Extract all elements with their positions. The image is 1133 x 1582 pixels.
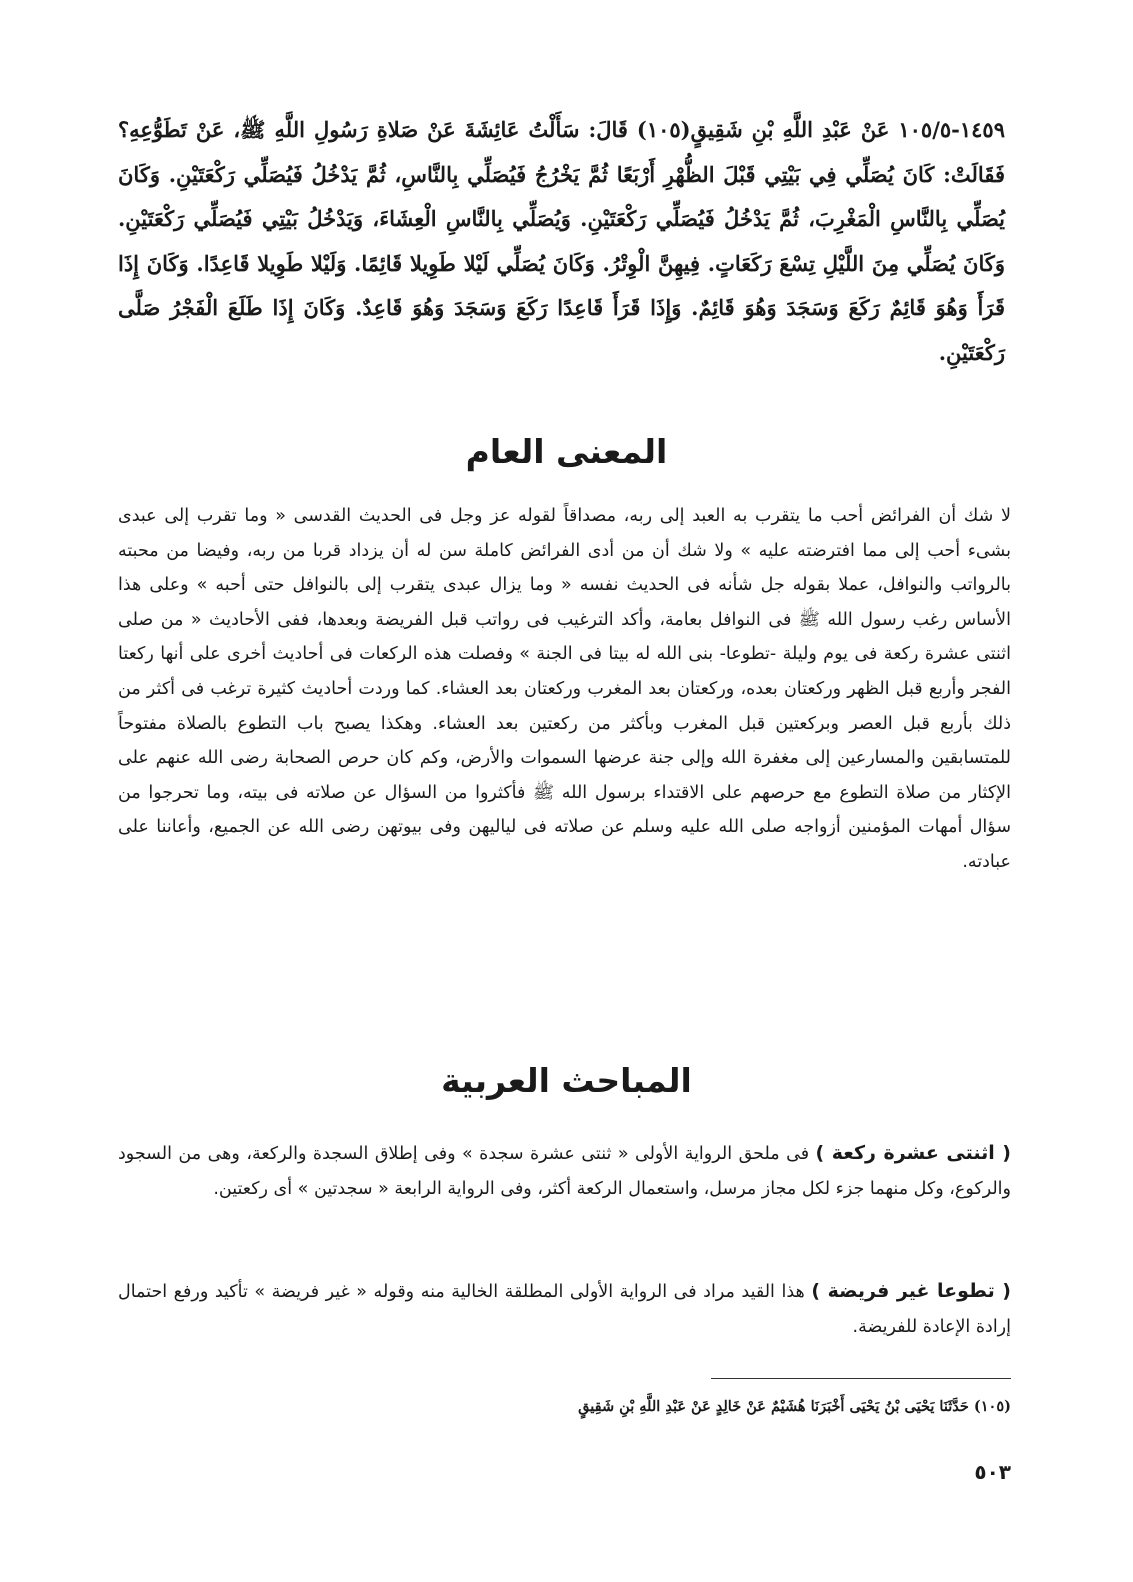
footnote-divider [711, 1378, 1011, 1379]
section-heading-general-meaning: المعنى العام [465, 432, 668, 471]
page-number: ٥٠٣ [974, 1460, 1011, 1484]
hadith-sub-number: ١٠٥/٥ [898, 117, 952, 142]
arabic-topic-item [118, 1136, 1011, 1206]
hadith-text-block [118, 108, 1005, 375]
topic-keyword: ( اثنتى عشرة ركعة ) [815, 1142, 1011, 1164]
topic-explanation: هذا القيد مراد فى الرواية الأولى المطلقة الخالية منه وقوله « غير فريضة » تأكيد ورفع احتمال إرادة الإعادة للفريضة. [118, 1282, 1011, 1337]
general-meaning-paragraph: لا شك أن الفرائض أحب ما يتقرب به العبد إلى ربه، مصداقاً لقوله عز وجل فى الحديث القدسى « وما تقرب إلى عبدى بشىء أحب إلى مما افترضته عليه » ولا شك أن من أدى الفرائض كاملة سن له أن يزداد قربا من ربه، وفيضا من محبته بالرواتب والنوافل، عملا بقوله جل شأنه فى الحديث نفسه « وما يزال عبدى يتقرب إلى بالنوافل حتى أحبه » وعلى هذا الأساس رغب رسول الله ﷺ فى النوافل بعامة، وأكد الترغيب فى رواتب قبل الفريضة وبعدها، ففى الأحاديث « من صلى اثنتى عشرة ركعة فى يوم وليلة -تطوعا- بنى الله له بيتا فى الجنة » وفصلت هذه الركعات فى أحاديث أخرى على أنها ركعتا الفجر وأربع قبل الظهر وركعتان بعده، وركعتان بعد المغرب وركعتان بعد العشاء. كما وردت أحاديث كثيرة ترغب فى أكثر من ذلك بأربع قبل العصر وبركعتين قبل المغرب وبأكثر من ركعتين بعد العشاء. وهكذا يصبح باب التطوع بالصلاة مفتوحاً للمتسابقين والمسارعين إلى مغفرة الله وإلى جنة عرضها السموات والأرض، وكم كان حرص الصحابة رضى الله عنهم على الإكثار من صلاة التطوع مع حرصهم على الاقتداء برسول الله ﷺ فأكثروا من السؤال عن صلاته فى بيته، وما تحرجوا من سؤال أمهات المؤمنين أزواجه صلى الله عليه وسلم عن صلاته فى لياليهن وفى بيوتهن رضى الله عن الجميع، وأعاننا على عبادته. [118, 506, 1011, 872]
arabic-topic-item [118, 1274, 1011, 1344]
topic-keyword: ( تطوعا غير فريضة ) [811, 1280, 1011, 1302]
footnote: (١٠٥) حَدَّثَنَا يَحْيَى بْنُ يَحْيَى أَخْبَرَنَا هُشَيْمٌ عَنْ خَالِدٍ عَنْ عَبْدِ اللَّهِ بْنِ شَقِيقٍ [578, 1398, 1011, 1415]
hadith-number: ١٤٥٩- [951, 117, 1005, 142]
section-heading-arabic-topics: المباحث العربية [441, 1061, 692, 1100]
hadith-body: عَنْ عَبْدِ اللَّهِ بْنِ شَقِيقٍ(١٠٥) قَالَ: سَأَلْتُ عَائِشَةَ عَنْ صَلاةِ رَسُولِ اللَّهِ ﷺ، عَنْ تَطَوُّعِهِ؟ فَقَالَتْ: كَانَ يُصَلِّي فِي بَيْتِي قَبْلَ الظُّهْرِ أَرْبَعًا ثُمَّ يَخْرُجُ فَيُصَلِّي بِالنَّاسِ، ثُمَّ يَدْخُلُ فَيُصَلِّي رَكْعَتَيْنِ. وَكَانَ يُصَلِّي بِالنَّاسِ الْمَغْرِبَ، ثُمَّ يَدْخُلُ فَيُصَلِّي رَكْعَتَيْنِ. وَيُصَلِّي بِالنَّاسِ الْعِشَاءَ، وَيَدْخُلُ بَيْتِي فَيُصَلِّي رَكْعَتَيْنِ. وَكَانَ يُصَلِّي مِنَ اللَّيْلِ تِسْعَ رَكَعَاتٍ. فِيهِنَّ الْوِتْرُ. وَكَانَ يُصَلِّي لَيْلا طَوِيلا قَائِمًا. وَلَيْلا طَوِيلا قَاعِدًا. وَكَانَ إِذَا قَرَأَ وَهُوَ قَائِمٌ رَكَعَ وَسَجَدَ وَهُوَ قَائِمٌ. وَإِذَا قَرَأَ قَاعِدًا رَكَعَ وَسَجَدَ وَهُوَ قَاعِدٌ. وَكَانَ إِذَا طَلَعَ الْفَجْرُ صَلَّى رَكْعَتَيْنِ. [118, 117, 1005, 365]
topic-explanation: فى ملحق الرواية الأولى « ثنتى عشرة سجدة » وفى إطلاق السجدة والركعة، وهى من السجود والركوع، وكل منهما جزء لكل مجاز مرسل، واستعمال الركعة أكثر، وفى الرواية الرابعة « سجدتين » أى ركعتين. [118, 1144, 1011, 1199]
